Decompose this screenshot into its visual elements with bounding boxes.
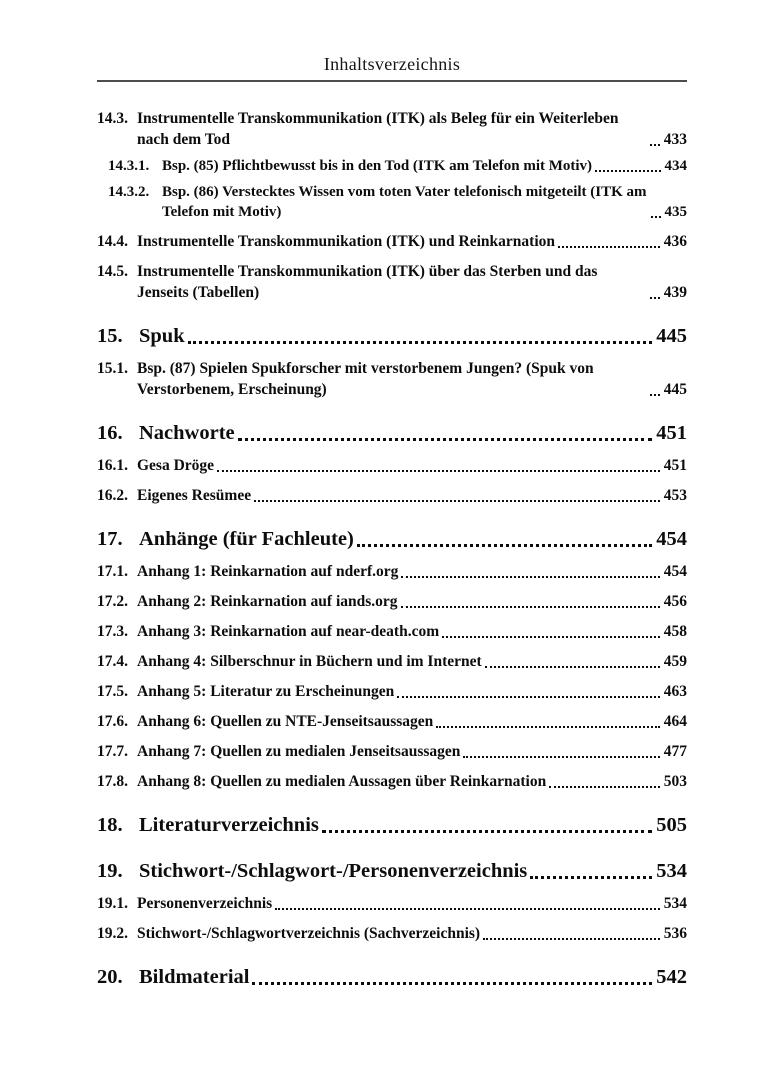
toc-entry-title: Gesa Dröge (137, 457, 215, 474)
toc-entry-page: 453 (663, 487, 687, 504)
dot-leader (549, 771, 660, 788)
toc-entry-page: 536 (663, 925, 687, 942)
toc-entry-title: Instrumentelle Transkommunikation (ITK) und Reinkarnation (137, 233, 556, 250)
toc-entry-title: Anhang 4: Silberschnur in Büchern und im Internet (137, 653, 482, 670)
toc-entry-page: 459 (663, 653, 687, 670)
toc-entry (97, 561, 687, 582)
toc-entry (97, 323, 687, 349)
toc-entry (97, 485, 687, 506)
toc-entry (97, 923, 687, 944)
page-title: Inhaltsverzeichnis (323, 54, 461, 74)
toc-entry-page: 454 (656, 528, 687, 550)
toc-entry-title: Personenverzeichnis (137, 895, 273, 912)
toc-entry-title: Instrumentelle Transkommunikation (ITK) über das Sterben und das Jenseits (Tabellen) (137, 263, 598, 301)
toc-entry-page: 454 (663, 563, 687, 580)
toc-entry (97, 621, 687, 642)
toc-entry-page: 445 (663, 381, 687, 398)
toc-entry (97, 108, 687, 150)
toc-entry-number: 19.2. (97, 925, 128, 942)
dot-leader (217, 455, 660, 472)
toc-entry (97, 261, 687, 303)
header-rule (97, 80, 687, 82)
toc-entry-number: 16.2. (97, 487, 128, 504)
toc-entry-number: 14.3.1. (108, 158, 150, 174)
toc-entry (97, 231, 687, 252)
dot-leader (483, 923, 660, 940)
toc-entry-page: 435 (664, 204, 687, 220)
dot-leader (401, 561, 659, 578)
toc-entry-number: 16. (97, 422, 123, 444)
toc-entry-page: 464 (663, 713, 687, 730)
dot-leader (650, 108, 660, 146)
dot-leader (651, 182, 661, 218)
toc-entry-page: 434 (664, 158, 687, 174)
dot-leader (188, 323, 653, 344)
toc-entry-title: Anhang 2: Reinkarnation auf iands.org (137, 593, 398, 610)
toc-entry-number: 14.3. (97, 110, 128, 127)
toc-entry-title: Bildmaterial (139, 966, 250, 988)
toc-entry-title: Bsp. (87) Spielen Spukforscher mit verstorbenem Jungen? (Spuk von Verstorbenem, Erscheinung) (137, 360, 594, 398)
toc-entry-page: 451 (663, 457, 687, 474)
toc-entry-title: Nachworte (139, 422, 235, 444)
dot-leader (436, 711, 659, 728)
dot-leader (401, 591, 660, 608)
toc (97, 108, 687, 990)
toc-entry-page: 477 (663, 743, 687, 760)
toc-entry-title: Spuk (139, 325, 185, 347)
toc-entry-page: 451 (656, 422, 687, 444)
dot-leader (530, 858, 652, 879)
toc-entry (97, 711, 687, 732)
toc-entry-page: 542 (656, 966, 687, 988)
dot-leader (463, 741, 659, 758)
toc-entry (97, 182, 687, 222)
toc-entry-page: 456 (663, 593, 687, 610)
toc-entry-title: Bsp. (85) Pflichtbewusst bis in den Tod (ITK am Telefon mit Motiv) (162, 158, 593, 174)
toc-entry-number: 14.4. (97, 233, 128, 250)
toc-entry-page: 534 (656, 860, 687, 882)
toc-entry (97, 420, 687, 446)
toc-entry-number: 14.5. (97, 263, 128, 280)
toc-entry (97, 893, 687, 914)
toc-entry (97, 964, 687, 990)
toc-entry-number: 16.1. (97, 457, 128, 474)
toc-entry-page: 439 (663, 284, 687, 301)
toc-entry-title: Literaturverzeichnis (139, 814, 319, 836)
toc-entry-number: 15.1. (97, 360, 128, 377)
toc-entry-number: 17.8. (97, 773, 128, 790)
toc-entry-title: Instrumentelle Transkommunikation (ITK) als Beleg für ein Weiterleben nach dem Tod (137, 110, 619, 148)
dot-leader (485, 651, 660, 668)
dot-leader (397, 681, 660, 698)
dot-leader (238, 420, 653, 441)
toc-entry (97, 455, 687, 476)
toc-entry (97, 591, 687, 612)
toc-entry-number: 17.2. (97, 593, 128, 610)
toc-entry-number: 20. (97, 966, 123, 988)
toc-entry (97, 681, 687, 702)
toc-entry (97, 812, 687, 838)
toc-entry-page: 445 (656, 325, 687, 347)
toc-entry (97, 651, 687, 672)
toc-entry (97, 358, 687, 400)
toc-entry-number: 18. (97, 814, 123, 836)
toc-entry-title: Anhang 8: Quellen zu medialen Aussagen über Reinkarnation (137, 773, 547, 790)
dot-leader (558, 231, 660, 248)
toc-entry (97, 741, 687, 762)
toc-entry-page: 534 (663, 895, 687, 912)
toc-entry-title: Anhang 1: Reinkarnation auf nderf.org (137, 563, 399, 580)
toc-entry-page: 505 (656, 814, 687, 836)
dot-leader (357, 526, 652, 547)
toc-entry-number: 17.7. (97, 743, 128, 760)
toc-entry-title: Anhang 6: Quellen zu NTE-Jenseitsaussagen (137, 713, 434, 730)
dot-leader (650, 358, 660, 396)
toc-entry-number: 17.1. (97, 563, 128, 580)
toc-entry (97, 526, 687, 552)
toc-entry (97, 858, 687, 884)
toc-entry-title: Anhang 5: Literatur zu Erscheinungen (137, 683, 395, 700)
toc-entry (97, 771, 687, 792)
toc-entry-number: 17.5. (97, 683, 128, 700)
toc-entry-number: 14.3.2. (108, 184, 150, 200)
page-content (97, 54, 687, 990)
toc-entry-title: Anhang 3: Reinkarnation auf near-death.com (137, 623, 440, 640)
toc-entry-page: 463 (663, 683, 687, 700)
toc-entry-title: Anhang 7: Quellen zu medialen Jenseitsaussagen (137, 743, 461, 760)
toc-entry-title: Stichwort-/Schlagwortverzeichnis (Sachverzeichnis) (137, 925, 481, 942)
dot-leader (322, 812, 652, 833)
toc-entry-title: Bsp. (86) Verstecktes Wissen vom toten Vater telefonisch mitgeteilt (ITK am Telefon mit Motiv) (162, 184, 647, 220)
dot-leader (254, 485, 660, 502)
toc-entry-number: 19.1. (97, 895, 128, 912)
toc-entry-page: 433 (663, 131, 687, 148)
dot-leader (650, 261, 660, 299)
toc-entry-title: Eigenes Resümee (137, 487, 252, 504)
toc-entry-page: 436 (663, 233, 687, 250)
dot-leader (442, 621, 660, 638)
toc-entry-number: 19. (97, 860, 123, 882)
toc-entry-title: Anhänge (für Fachleute) (139, 528, 354, 550)
toc-entry-number: 17.3. (97, 623, 128, 640)
toc-entry-number: 15. (97, 325, 123, 347)
toc-entry-title: Stichwort-/Schlagwort-/Personenverzeichnis (139, 860, 528, 882)
toc-entry (97, 156, 687, 176)
toc-entry-number: 17.4. (97, 653, 128, 670)
toc-entry-number: 17. (97, 528, 123, 550)
dot-leader (252, 964, 652, 985)
dot-leader (595, 156, 660, 172)
toc-entry-page: 458 (663, 623, 687, 640)
toc-entry-page: 503 (663, 773, 687, 790)
dot-leader (275, 893, 660, 910)
toc-entry-number: 17.6. (97, 713, 128, 730)
